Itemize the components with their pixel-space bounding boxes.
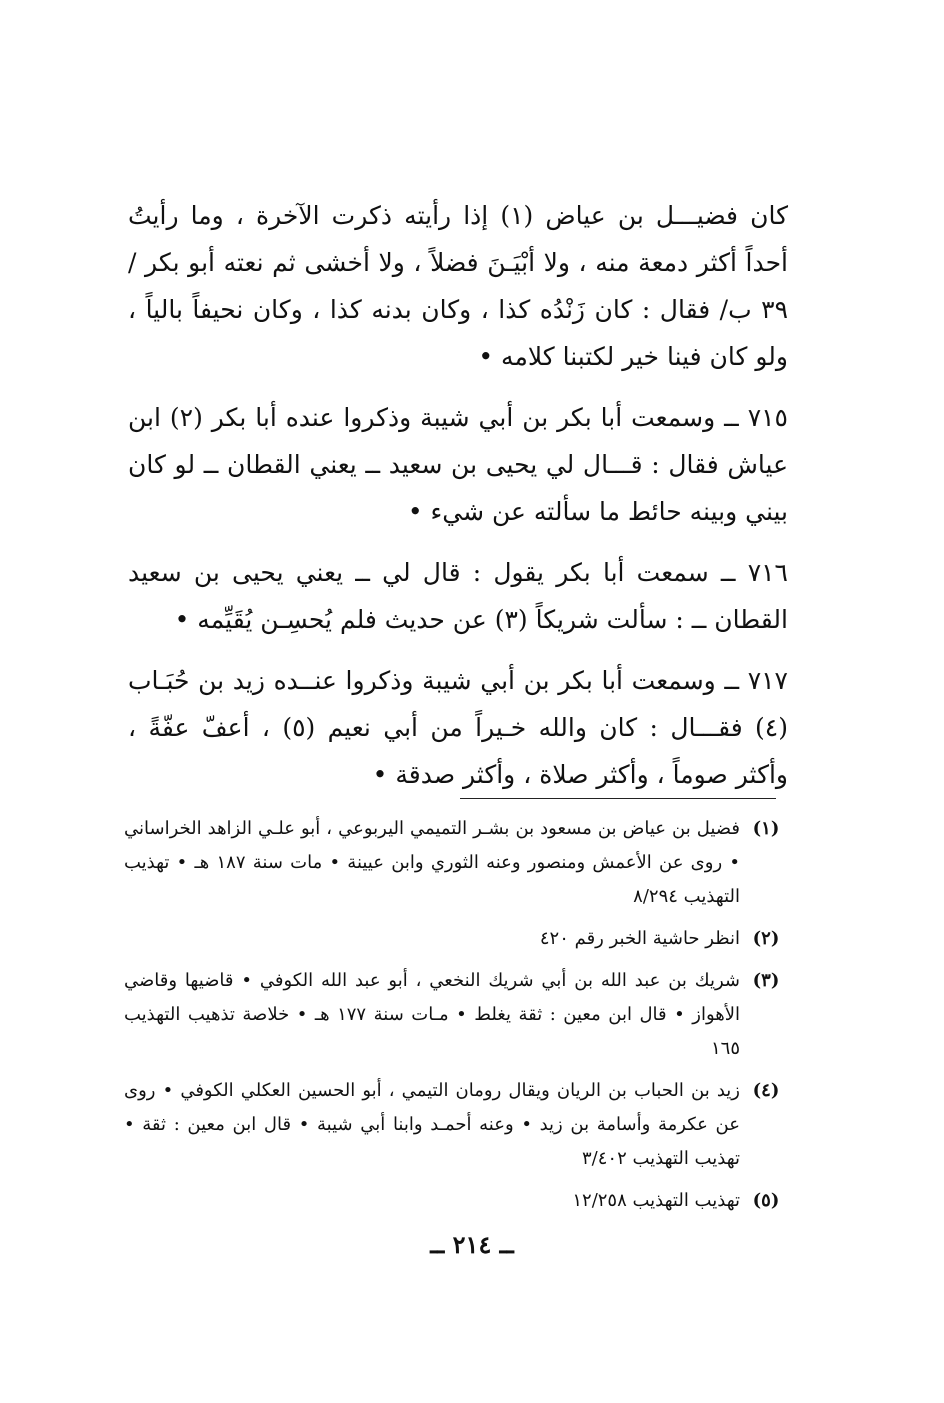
footnote-1 (124, 812, 792, 914)
footnote-text: تهذيب التهذيب ١٢/٢٥٨ (572, 1190, 740, 1211)
footnote-4 (124, 1074, 792, 1176)
paragraph-716: ٧١٦ ــ سمعت أبا بكر يقول : قال لي ــ يعني يحيى بن سعيد القطان ــ : سألت شريكاً (٣) عن حديث فلم يُحسِـن يُقَيِّمه • (128, 558, 788, 634)
footnote-text: فضيل بن عياض بن مسعود بن بشـر التميمي اليربوعي ، أبو علـي الزاهد الخراساني • روى عن الأعمش ومنصور وعنه الثوري وابن عيينة • مات سنة ١٨٧ هـ • تهذيب التهذيب ٨/٢٩٤ (124, 818, 740, 907)
paragraph-717: ٧١٧ ــ وسمعت أبا بكر بن أبي شيبة وذكروا عنــده زيد بن حُبَـاب (٤) فقـــال : كان والله خـيراً من أبي نعيم (٥) ، أعفّ عفّةً ، وأكثر صوماً ، وأكثر صلاة ، وأكثر صدقة • (128, 666, 788, 789)
main-text (128, 192, 788, 812)
footnote-text: زيد بن الحباب بن الريان ويقال رومان التيمي ، أبو الحسين العكلي الكوفي • روى عن عكرمة وأسامة بن زيد • وعنه أحمـد وابنا أبي شيبة • قال ابن معين : ثقة • تهذيب التهذيب ٣/٤٠٢ (124, 1080, 740, 1169)
footnote-3 (124, 964, 792, 1066)
page-number: ــ ٢١٤ ــ (430, 1230, 514, 1259)
footnote-number: (٣) (752, 970, 780, 991)
footnote-text: شريك بن عبد الله بن أبي شريك النخعي ، أبو عبد الله الكوفي • قاضيها وقاضي الأهواز • قال ابن معين : ثقة يغلط • مـات سنة ١٧٧ هـ • خلاصة تذهيب التهذيب ١٦٥ (124, 970, 740, 1059)
footnote-number: (٥) (752, 1190, 780, 1211)
footnote-number: (١) (752, 818, 780, 839)
paragraph-fudayl: كان فضيـــل بن عياض (١) إذا رأيته ذكرت الآخرة ، وما رأيتُ أحداً أكثر دمعة منه ، ولا أبْيَـنَ فضلاً ، ولا أخشى ثم نعته أبو بكر /٣٩ ب/ فقال : كان زَنْدُه كذا ، وكان بدنه كذا ، وكان نحيفاً بالياً ، ولو كان فينا خير لكتبنا كلامه • (128, 201, 788, 371)
footnote-text: انظر حاشية الخبر رقم ٤٢٠ (539, 928, 740, 949)
footnote-2 (124, 922, 792, 956)
footnote-number: (٢) (752, 928, 780, 949)
footnote-separator (460, 798, 776, 799)
footnote-5 (124, 1184, 792, 1218)
footnote-number: (٤) (752, 1080, 780, 1101)
footnotes (124, 812, 792, 1226)
paragraph-715: ٧١٥ ــ وسمعت أبا بكر بن أبي شيبة وذكروا عنده أبا بكر (٢) ابن عياش فقال : قـــال لي يحيى بن سعيد ــ يعني القطان ــ لو كان بيني وبينه حائط ما سألته عن شيء • (128, 403, 788, 526)
